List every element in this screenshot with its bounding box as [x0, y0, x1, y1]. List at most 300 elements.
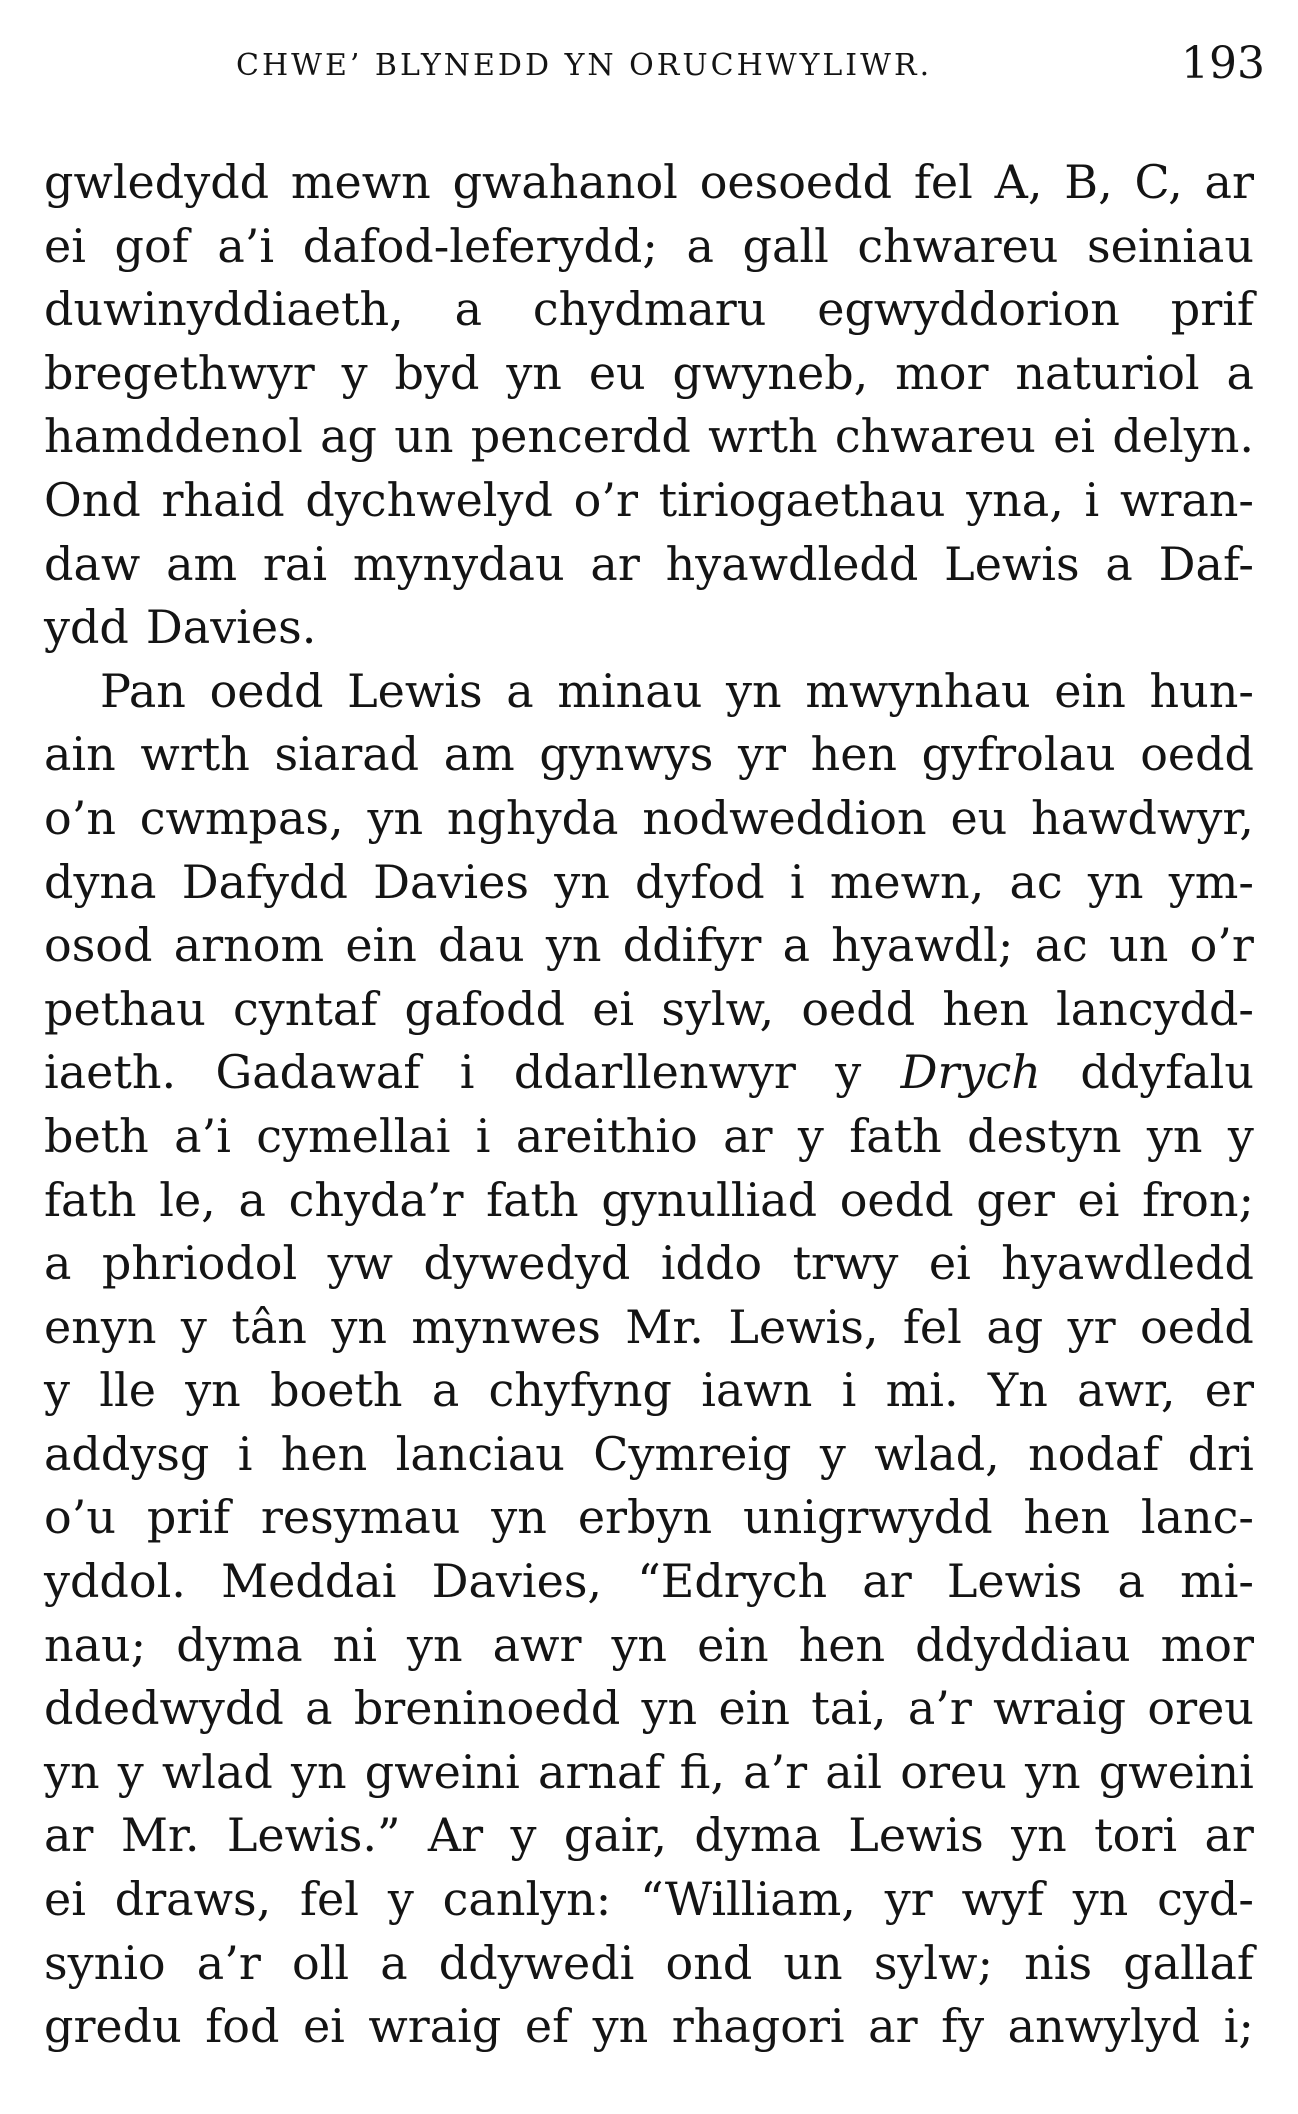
word: yn — [491, 1490, 547, 1545]
word: nau; — [44, 1617, 147, 1672]
word: draws, — [114, 1872, 272, 1927]
word: Lewis — [946, 1554, 1083, 1609]
word: Mr. — [625, 1299, 704, 1354]
word: pencerdd — [470, 409, 691, 464]
word: mewn — [290, 155, 431, 209]
word: bregethwyr — [44, 345, 315, 400]
word: gweini — [364, 1744, 520, 1799]
page-number: 193 — [1181, 38, 1265, 89]
word: ac — [1009, 854, 1063, 909]
word: prif — [146, 1490, 231, 1545]
word: duwinyddiaeth, — [44, 282, 404, 337]
word: i — [789, 854, 805, 909]
word: Lewis — [347, 663, 483, 718]
word: beth — [44, 1108, 149, 1163]
text-line — [44, 215, 1254, 279]
word: nghyda — [446, 790, 619, 845]
word: mi- — [1180, 1554, 1254, 1609]
word: cymellai — [256, 1108, 451, 1163]
word: ddarllenwyr — [513, 1045, 796, 1100]
word: ei — [592, 981, 635, 1036]
word: a’i — [174, 1108, 231, 1163]
text-line — [44, 851, 1254, 915]
word: dafod-leferydd; — [302, 218, 658, 273]
word: a — [506, 663, 534, 718]
word: dyma — [694, 1808, 821, 1863]
word: synio — [44, 1935, 166, 1990]
word: ddifyr — [622, 918, 762, 973]
word: y — [387, 1872, 414, 1927]
word: daw — [44, 536, 141, 591]
word: ein — [718, 1681, 791, 1736]
word: dau — [438, 918, 525, 973]
word: ddywedi — [438, 1935, 635, 1990]
word: hawdwyr, — [1031, 790, 1254, 845]
word: ar — [44, 1808, 94, 1863]
text-line — [44, 660, 1254, 724]
text-line — [44, 1296, 1254, 1360]
word: hen — [810, 727, 898, 782]
word: yn — [592, 1999, 649, 2054]
word: dri — [1187, 1426, 1254, 1481]
word: a’r — [196, 1935, 261, 1990]
word: erbyn — [577, 1490, 713, 1545]
word: wraig — [368, 1999, 502, 2054]
word: iaeth. — [44, 1045, 177, 1100]
word: a’r — [743, 1744, 808, 1799]
text-line — [44, 405, 1254, 469]
word: ger — [976, 1172, 1055, 1227]
word: trwy — [792, 1236, 899, 1291]
word: gynulliad — [601, 1172, 818, 1227]
word: Meddai — [221, 1554, 397, 1609]
word: hyawdl; — [831, 918, 1014, 973]
word: Dafydd — [181, 854, 348, 909]
word: ei — [44, 1872, 86, 1927]
word: i — [1084, 472, 1100, 527]
word: gynwys — [539, 727, 714, 782]
word: hen — [280, 1426, 368, 1481]
word: yn — [641, 1681, 698, 1736]
word: mor — [1160, 1617, 1254, 1672]
text-line — [44, 1614, 1254, 1678]
word: tai, — [811, 1681, 887, 1736]
word: yn — [611, 1617, 668, 1672]
word: rai — [262, 536, 328, 591]
word: phriodol — [101, 1236, 298, 1291]
word: iddo — [660, 1236, 763, 1291]
word: lancydd- — [1056, 981, 1254, 1036]
word: fel — [300, 1872, 359, 1927]
word: Davies, — [431, 1554, 603, 1609]
word: ar — [1204, 1808, 1254, 1863]
word: B, — [1064, 155, 1113, 209]
word: seiniau — [1087, 218, 1254, 273]
word: anwylyd — [1007, 1999, 1201, 2054]
text-line — [44, 1169, 1254, 1233]
word: iawn — [701, 1363, 813, 1418]
word: le, — [159, 1172, 216, 1227]
word: y — [1227, 1108, 1254, 1163]
word: a — [44, 1236, 72, 1291]
word: delyn. — [1112, 409, 1254, 464]
word: ag — [986, 1299, 1044, 1354]
word: mwynhau — [805, 663, 1031, 718]
text-line — [44, 1741, 1254, 1805]
word: yn — [1011, 1808, 1067, 1863]
running-title: CHWE’ BLYNEDD YN ORUCHWYLIWR. — [236, 48, 933, 83]
word: ar — [1204, 155, 1254, 209]
word: wraig — [993, 1681, 1127, 1736]
word: hamddenol — [44, 409, 303, 464]
word: ef — [524, 1999, 570, 2054]
word: yr — [737, 727, 786, 782]
word: fi, — [679, 1744, 725, 1799]
word: i — [841, 1363, 857, 1418]
word: lanc- — [1140, 1490, 1254, 1545]
word: yn — [1087, 854, 1144, 909]
word: yr — [884, 1872, 933, 1927]
word: osod — [44, 918, 153, 973]
word: yn — [44, 1744, 100, 1799]
word: Pan — [100, 663, 186, 718]
word: ail — [825, 1744, 883, 1799]
word: nodweddion — [642, 790, 927, 845]
word: am — [443, 727, 515, 782]
word: arnaf — [538, 1744, 662, 1799]
word: chyfyng — [488, 1363, 672, 1418]
word: a — [782, 918, 811, 973]
word: breninoedd — [353, 1681, 621, 1736]
word: yn — [726, 663, 782, 718]
word: yn — [506, 345, 562, 400]
word: Cymreig — [593, 1426, 792, 1481]
word: rhagori — [671, 1999, 845, 2054]
word: unigrwydd — [742, 1490, 993, 1545]
word: dyna — [44, 854, 157, 909]
word: mynwes — [411, 1299, 601, 1354]
word: ni — [332, 1617, 378, 1672]
word: gof — [114, 218, 189, 273]
word: Yn — [987, 1363, 1048, 1418]
text-line — [44, 1804, 1254, 1868]
word: arnom — [173, 918, 325, 973]
word: fy — [941, 1999, 985, 2054]
word: yn — [1024, 1744, 1081, 1799]
word: fel — [913, 155, 973, 209]
word: lanciau — [395, 1426, 565, 1481]
text-line — [44, 1486, 1254, 1550]
word: pethau — [44, 981, 206, 1036]
word: hen — [1023, 1490, 1111, 1545]
word: ein — [697, 1617, 769, 1672]
word: Davies — [373, 854, 529, 909]
word: mynydau — [352, 536, 565, 591]
text-line — [44, 723, 1254, 787]
word: wrth — [140, 727, 250, 782]
word: Ond — [44, 472, 141, 527]
word: mewn, — [829, 854, 985, 909]
word: un — [1109, 918, 1169, 973]
word: gafodd — [404, 981, 566, 1036]
word: o’u — [44, 1490, 116, 1545]
word: ag — [320, 409, 377, 464]
word: i — [237, 1426, 253, 1481]
word: dywedyd — [423, 1236, 631, 1291]
word: gyfrolau — [921, 727, 1116, 782]
word: chwareu — [834, 409, 1036, 464]
word: ei — [1077, 1172, 1120, 1227]
word: hun- — [1149, 663, 1254, 718]
word: boeth — [270, 1363, 403, 1418]
word: a — [1117, 1554, 1145, 1609]
word: chyda’r — [288, 1172, 464, 1227]
word: oedd — [839, 1172, 954, 1227]
body-text — [44, 151, 1254, 2059]
word: enyn — [44, 1299, 157, 1354]
word: fath — [849, 1108, 942, 1163]
word: un — [394, 409, 454, 464]
word: ei — [1053, 409, 1096, 464]
word: destyn — [967, 1108, 1122, 1163]
word: naturiol — [1015, 345, 1200, 400]
word: yn — [554, 854, 610, 909]
word: dyfod — [635, 854, 765, 909]
word: “William, — [640, 1872, 856, 1927]
word: yn — [1072, 1872, 1129, 1927]
word: Daf- — [1158, 536, 1254, 591]
word: cwmpas, — [139, 790, 344, 845]
word: a’i — [217, 218, 275, 273]
word: a — [1226, 345, 1254, 400]
word: tiriogaethau — [658, 472, 946, 527]
word: awr — [492, 1617, 582, 1672]
text-line — [44, 1932, 1254, 1996]
word: nodaf — [1028, 1426, 1160, 1481]
text-line — [44, 342, 1254, 406]
word: fel — [902, 1299, 962, 1354]
word: fron; — [1142, 1172, 1254, 1227]
word: hyawdledd — [665, 536, 919, 591]
word: sylw; — [873, 1935, 993, 1990]
text-line — [44, 469, 1254, 533]
word: gwyneb, — [672, 345, 869, 400]
word — [901, 1041, 1041, 1105]
word: oesoedd — [699, 155, 893, 209]
word: oreu — [1147, 1681, 1254, 1736]
word: addysg — [44, 1426, 210, 1481]
word: gall — [742, 218, 829, 273]
word: fod — [205, 1999, 280, 2054]
text-line — [44, 1105, 1254, 1169]
word: ei — [44, 218, 86, 273]
word: eu — [950, 790, 1008, 845]
word: a — [686, 218, 714, 273]
word: o’n — [44, 790, 116, 845]
text-line — [44, 1423, 1254, 1487]
word: ei — [302, 1999, 345, 2054]
text-line — [44, 914, 1254, 978]
word: areithio — [515, 1108, 698, 1163]
word: Lewis, — [728, 1299, 879, 1354]
word: oedd — [1140, 727, 1254, 782]
word: y — [510, 1808, 537, 1863]
word: ddyfalu — [1080, 1045, 1254, 1100]
word: siarad — [274, 727, 420, 782]
word: oll — [291, 1935, 350, 1990]
word: ydd — [44, 600, 129, 655]
word: wran- — [1119, 472, 1254, 527]
text-line — [44, 1232, 1254, 1296]
word: Lewis.” — [226, 1808, 401, 1863]
word: yw — [327, 1236, 394, 1291]
word: ar — [862, 1554, 912, 1609]
text-line — [44, 1868, 1254, 1932]
word: ddedwydd — [44, 1681, 284, 1736]
word: Lewis — [848, 1808, 984, 1863]
word: chydmaru — [532, 282, 767, 337]
word: o’r — [573, 472, 638, 527]
word: ar — [723, 1108, 773, 1163]
word: yn — [185, 1363, 241, 1418]
word: yddol. — [44, 1554, 186, 1609]
word: Ar — [427, 1808, 484, 1863]
word: y — [797, 1108, 824, 1163]
word: a — [238, 1172, 266, 1227]
word: mor — [895, 345, 989, 400]
word: Davies. — [145, 600, 317, 655]
word: ddyddiau — [915, 1617, 1131, 1672]
word: y — [341, 345, 368, 400]
word: wyf — [961, 1872, 1044, 1927]
word: gweini — [1098, 1744, 1254, 1799]
text-line — [44, 596, 1254, 660]
word: wlad, — [874, 1426, 1000, 1481]
word: yn — [291, 1744, 347, 1799]
word: oreu — [900, 1744, 1007, 1799]
word: hen — [798, 1617, 886, 1672]
word: hyawdledd — [1001, 1236, 1254, 1291]
word: y — [117, 1744, 144, 1799]
word: gwahanol — [452, 155, 678, 209]
word: yn — [367, 790, 424, 845]
word: ein — [1054, 663, 1126, 718]
word: a — [380, 1935, 408, 1990]
word: a — [454, 282, 483, 337]
word: i — [459, 1045, 475, 1100]
word: y — [835, 1045, 862, 1100]
word: “Edrych — [637, 1554, 828, 1609]
word: i — [475, 1108, 491, 1163]
word: eu — [588, 345, 646, 400]
word: canlyn: — [442, 1872, 612, 1927]
word: gair, — [563, 1808, 668, 1863]
word: y — [180, 1299, 207, 1354]
word: prif — [1170, 282, 1254, 337]
word: ac — [1034, 918, 1088, 973]
word: oedd — [1140, 1299, 1254, 1354]
word: gwledydd — [44, 155, 270, 209]
word: ond — [665, 1935, 753, 1990]
word: awr, — [1077, 1363, 1176, 1418]
word: a — [305, 1681, 333, 1736]
italic-word: Drych — [900, 1045, 1041, 1100]
word: ei — [928, 1236, 971, 1291]
word: wlad — [161, 1744, 273, 1799]
word: ar — [868, 1999, 918, 2054]
text-line — [44, 1995, 1254, 2059]
word: ar — [590, 536, 640, 591]
word: tân — [231, 1299, 307, 1354]
word: a — [1105, 536, 1133, 591]
word: yn — [1146, 1108, 1203, 1163]
word: wrth — [708, 409, 818, 464]
word: ein — [345, 918, 417, 973]
text-line — [44, 978, 1254, 1042]
word: oedd — [801, 981, 916, 1036]
word: a — [431, 1363, 460, 1418]
word: un — [783, 1935, 843, 1990]
word: y — [44, 1363, 70, 1418]
word: yr — [1067, 1299, 1116, 1354]
word: dyma — [176, 1617, 303, 1672]
word: rhaid — [161, 472, 285, 527]
word: mi. — [885, 1363, 959, 1418]
text-line — [44, 1041, 1254, 1105]
word: Lewis — [944, 536, 1080, 591]
word: dychwelyd — [305, 472, 553, 527]
word: ym- — [1168, 854, 1254, 909]
word: egwyddorion — [817, 282, 1120, 337]
word: fath — [44, 1172, 137, 1227]
word: cyntaf — [233, 981, 378, 1036]
word: yn — [407, 1617, 463, 1672]
text-line — [44, 787, 1254, 851]
text-line — [44, 1359, 1254, 1423]
word: sylw, — [661, 981, 775, 1036]
word: Mr. — [120, 1808, 200, 1863]
word: am — [166, 536, 238, 591]
word: yna, — [966, 472, 1064, 527]
word: a’r — [907, 1681, 972, 1736]
word: chwareu — [857, 218, 1059, 273]
word: o’r — [1189, 918, 1254, 973]
word: resymau — [260, 1490, 461, 1545]
text-line — [44, 151, 1254, 215]
word: y — [819, 1426, 846, 1481]
word: yn — [331, 1299, 387, 1354]
word: ain — [44, 727, 116, 782]
word: oedd — [209, 663, 324, 718]
text-line — [44, 1677, 1254, 1741]
word: i; — [1223, 1999, 1254, 2054]
word: C, — [1134, 155, 1183, 209]
word: byd — [394, 345, 480, 400]
text-line — [44, 1550, 1254, 1614]
word: gredu — [44, 1999, 182, 2054]
word: hen — [942, 981, 1029, 1036]
word: gallaf — [1123, 1935, 1254, 1990]
word: A, — [994, 155, 1043, 209]
word: fath — [486, 1172, 579, 1227]
word: nis — [1024, 1935, 1093, 1990]
text-line — [44, 533, 1254, 597]
word: minau — [557, 663, 703, 718]
word: tori — [1094, 1808, 1178, 1863]
word: lle — [99, 1363, 156, 1418]
word: er — [1204, 1363, 1254, 1418]
word: Gadawaf — [215, 1045, 421, 1100]
